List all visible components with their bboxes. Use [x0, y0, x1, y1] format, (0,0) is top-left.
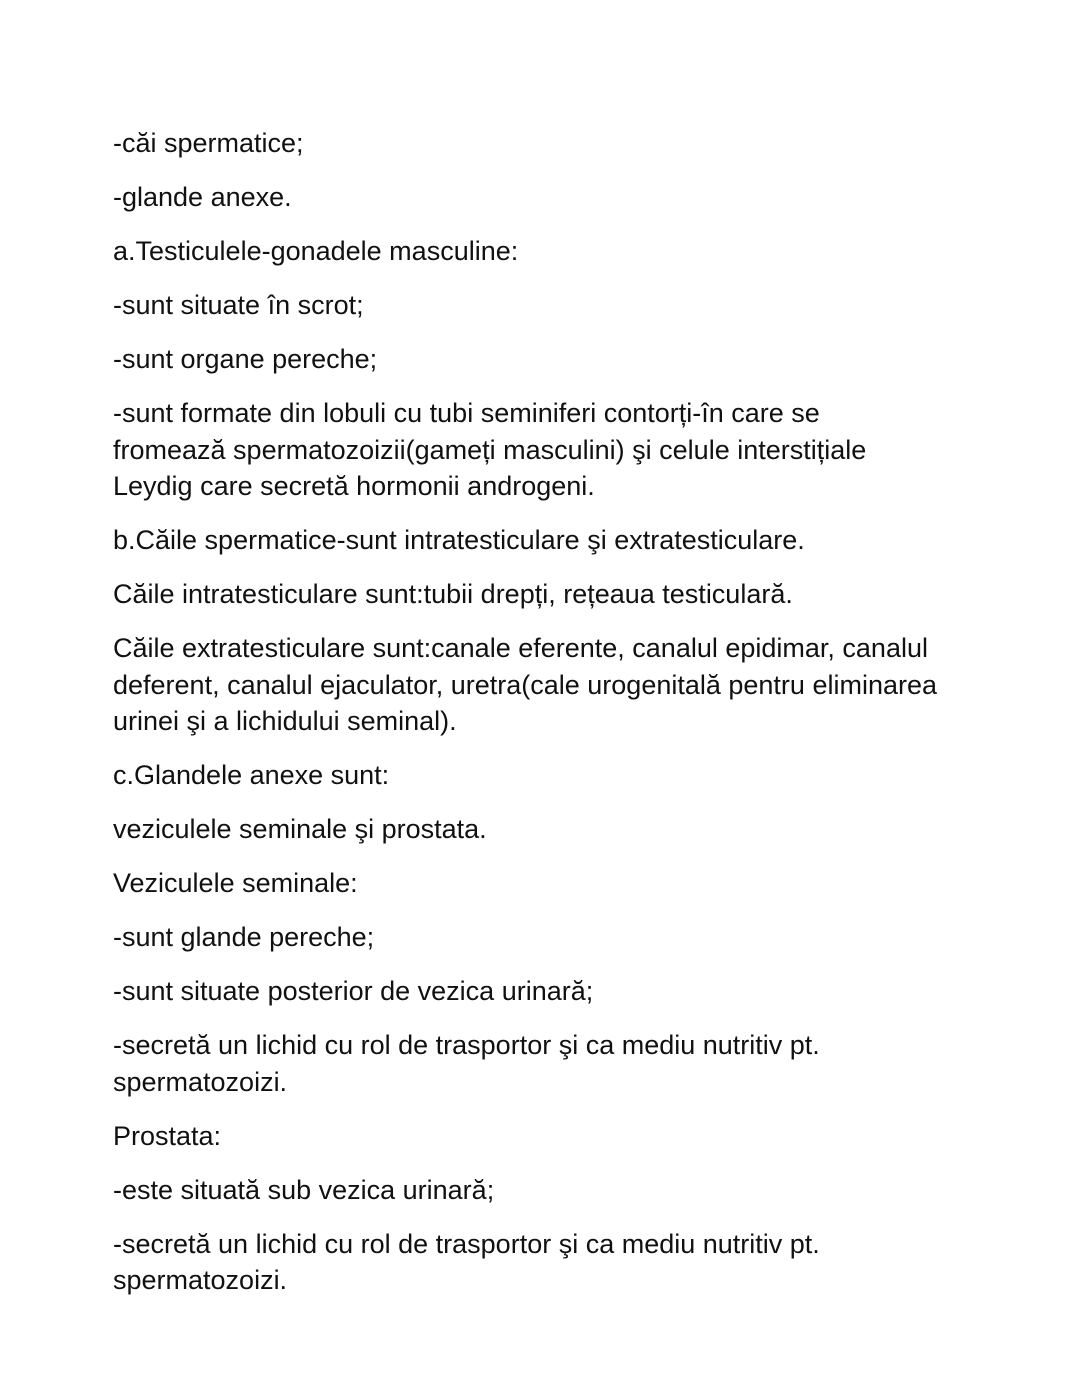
paragraph: -sunt situate în scrot;: [113, 290, 364, 320]
subheading: Veziculele seminale:: [113, 868, 358, 898]
paragraph: -sunt formate din lobuli cu tubi seminiferi contorți-în care se fromează spermatozoizii(gameți masculini) şi celule interstițiale Leydig care secretă hormonii androgeni.: [113, 398, 867, 501]
paragraph: -este situată sub vezica urinară;: [113, 1174, 495, 1205]
paragraph: -secretă un lichid cu rol de trasportor şi ca mediu nutritiv pt. spermatozoizi.: [113, 1228, 820, 1295]
subheading: Prostata:: [113, 1120, 222, 1151]
section-heading: b.Căile spermatice-sunt intratesticulare şi extratesticulare.: [113, 525, 805, 555]
paragraph: -sunt glande pereche;: [113, 922, 375, 952]
paragraph: -glande anexe.: [113, 182, 292, 212]
paragraph: -sunt organe pereche;: [113, 344, 378, 374]
paragraph: -căi spermatice;: [113, 128, 304, 158]
section-heading: a.Testiculele-gonadele masculine:: [113, 236, 519, 266]
paragraph: Căile extratesticulare sunt:canale eferente, canalul epidimar, canalul deferent, canalul ejaculator, uretra(cale urogenitală pentru eliminarea urinei şi a lichidului seminal).: [113, 633, 938, 736]
paragraph: -secretă un lichid cu rol de trasportor şi ca mediu nutritiv pt. spermatozoizi.: [113, 1030, 820, 1097]
paragraph: -sunt situate posterior de vezica urinară;: [113, 976, 594, 1006]
section-heading: c.Glandele anexe sunt:: [113, 760, 390, 790]
document-body: [113, 125, 973, 1316]
paragraph: Căile intratesticulare sunt:tubii drepți, rețeaua testiculară.: [113, 579, 793, 609]
paragraph: veziculele seminale şi prostata.: [113, 814, 487, 844]
